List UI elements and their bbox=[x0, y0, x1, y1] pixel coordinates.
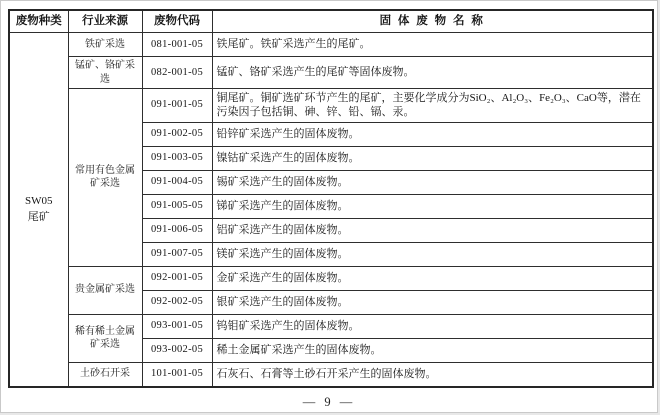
waste-code-cell: 091-003-05 bbox=[142, 146, 212, 170]
table-row bbox=[9, 33, 653, 57]
table-row bbox=[9, 57, 653, 89]
waste-code-cell: 101-001-05 bbox=[142, 362, 212, 387]
industry-source-cell: 土砂石开采 bbox=[68, 362, 142, 387]
table-row bbox=[9, 362, 653, 387]
waste-name-cell: 稀土金属矿采选产生的固体废物。 bbox=[212, 338, 653, 362]
industry-source-cell: 常用有色金属矿采选 bbox=[68, 89, 142, 267]
waste-name-cell: 镁矿采选产生的固体废物。 bbox=[212, 242, 653, 266]
industry-source-cell: 铁矿采选 bbox=[68, 33, 142, 57]
industry-source-cell: 贵金属矿采选 bbox=[68, 266, 142, 314]
waste-name-cell: 铜尾矿。铜矿选矿环节产生的尾矿，主要化学成分为SiO₂、Al₂O₃、Fe₂O₃、CaO等，潜在污染因子包括铜、砷、锌、铅、镉、汞。 bbox=[212, 89, 653, 123]
column-header-waste-category: 废物种类 bbox=[9, 10, 68, 33]
waste-code-cell: 081-001-05 bbox=[142, 33, 212, 57]
column-header-industry-source: 行业来源 bbox=[68, 10, 142, 33]
industry-source-cell: 锰矿、铬矿采选 bbox=[68, 57, 142, 89]
page-number: — 9 — bbox=[302, 395, 356, 409]
solid-waste-table bbox=[8, 9, 654, 388]
header-row bbox=[9, 10, 653, 33]
waste-code-cell: 091-001-05 bbox=[142, 89, 212, 123]
waste-name-cell: 铅锌矿采选产生的固体废物。 bbox=[212, 122, 653, 146]
waste-name-cell: 锰矿、铬矿采选产生的尾矿等固体废物。 bbox=[212, 57, 653, 89]
waste-name-cell: 锡矿采选产生的固体废物。 bbox=[212, 170, 653, 194]
table-row bbox=[9, 314, 653, 338]
column-header-waste-name: 固 体 废 物 名 称 bbox=[212, 10, 653, 33]
waste-name-cell: 铝矿采选产生的固体废物。 bbox=[212, 218, 653, 242]
waste-name-cell: 镍钴矿采选产生的固体废物。 bbox=[212, 146, 653, 170]
waste-category-name: 尾矿 bbox=[27, 211, 50, 224]
waste-code-cell: 082-001-05 bbox=[142, 57, 212, 89]
waste-code-cell: 091-002-05 bbox=[142, 122, 212, 146]
waste-code-cell: 092-002-05 bbox=[142, 290, 212, 314]
waste-name-cell: 钨钼矿采选产生的固体废物。 bbox=[212, 314, 653, 338]
table-body bbox=[9, 33, 653, 387]
waste-code-cell: 093-001-05 bbox=[142, 314, 212, 338]
table-row bbox=[9, 266, 653, 290]
waste-name-cell: 银矿采选产生的固体废物。 bbox=[212, 290, 653, 314]
waste-code-cell: 091-006-05 bbox=[142, 218, 212, 242]
table-row bbox=[9, 89, 653, 123]
waste-category-cell bbox=[9, 33, 68, 387]
waste-code-cell: 091-005-05 bbox=[142, 194, 212, 218]
waste-code-cell: 092-001-05 bbox=[142, 266, 212, 290]
industry-source-cell: 稀有稀土金属矿采选 bbox=[68, 314, 142, 362]
waste-name-cell: 锑矿采选产生的固体废物。 bbox=[212, 194, 653, 218]
waste-name-cell: 金矿采选产生的固体废物。 bbox=[212, 266, 653, 290]
table-header bbox=[9, 10, 653, 33]
column-header-waste-code: 废物代码 bbox=[142, 10, 212, 33]
waste-name-cell: 铁尾矿。铁矿采选产生的尾矿。 bbox=[212, 33, 653, 57]
waste-category-code: SW05 bbox=[25, 194, 53, 207]
waste-code-cell: 091-004-05 bbox=[142, 170, 212, 194]
waste-name-cell: 石灰石、石膏等土砂石开采产生的固体废物。 bbox=[212, 362, 653, 387]
waste-code-cell: 093-002-05 bbox=[142, 338, 212, 362]
waste-code-cell: 091-007-05 bbox=[142, 242, 212, 266]
